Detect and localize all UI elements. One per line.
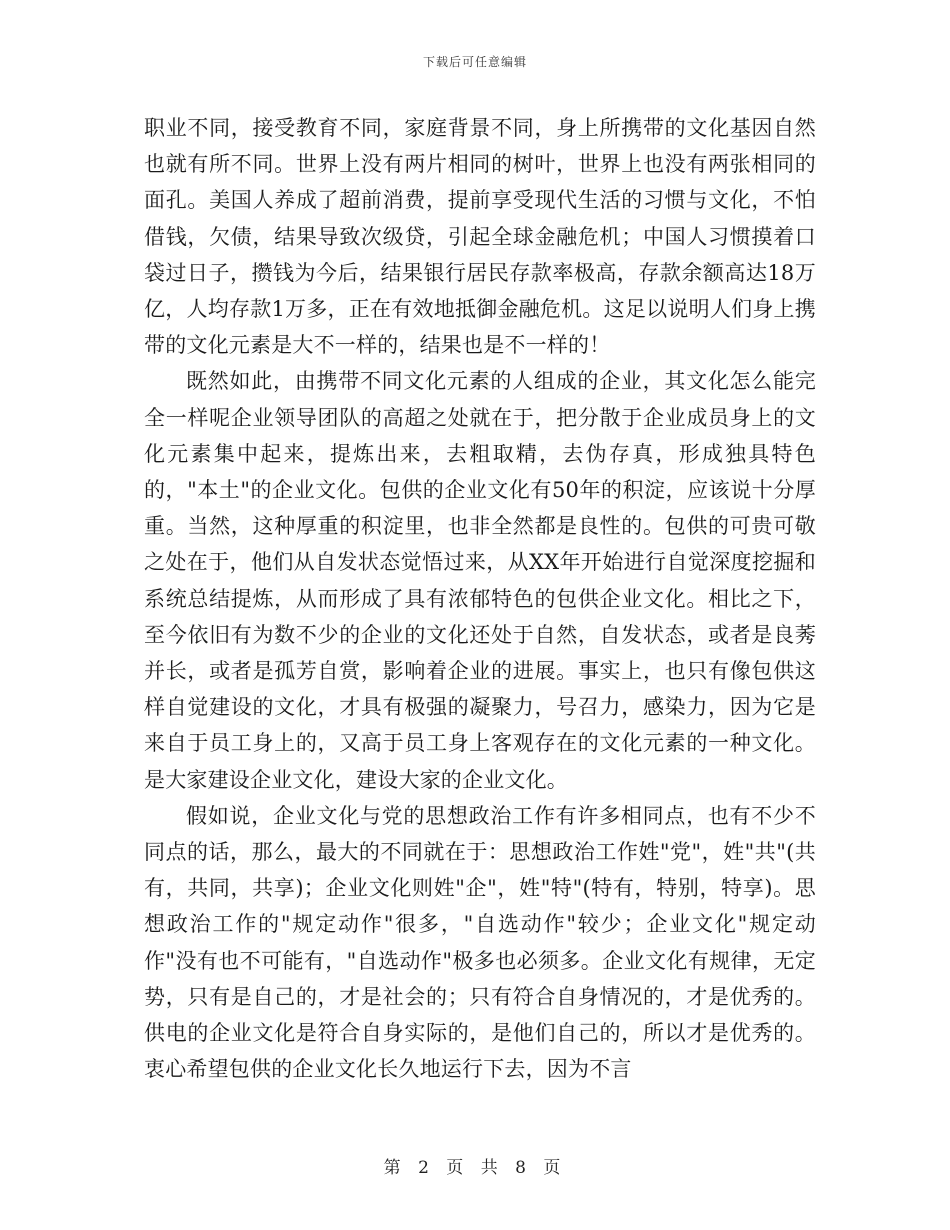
paragraph-2: 既然如此，由携带不同文化元素的人组成的企业，其文化怎么能完全一样呢企业领导团队的高超之处就在于，把分散于企业成员身上的文化元素集中起来，提炼出来，去粗取精，去伪存真，形成独具特色的，"本土"的企业文化。包供的企业文化有50年的积淀，应该说十分厚重。当然，这种厚重的积淀里，也非全然都是良性的。包供的可贵可敬之处在于，他们从自发状态觉悟过来，从XX年开始进行自觉深度挖掘和系统总结提炼，从而形成了具有浓郁特色的包供企业文化。相比之下，至今依旧有为数不少的企业的文化还处于自然，自发状态，或者是良莠并长，或者是孤芳自赏，影响着企业的进展。事实上，也只有像包供这样自觉建设的文化，才具有极强的凝聚力，号召力，感染力，因为它是来自于员工身上的，又高于员工身上客观存在的文化元素的一种文化。是大家建设企业文化，建设大家的企业文化。 [144, 369, 816, 792]
document-body [144, 110, 816, 1087]
paragraph-3: 假如说，企业文化与党的思想政治工作有许多相同点，也有不少不同点的话，那么，最大的不同就在于：思想政治工作姓"党"，姓"共"(共有，共同，共享)；企业文化则姓"企"，姓"特"(特有，特别，特享)。思想政治工作的"规定动作"很多，"自选动作"较少；企业文化"规定动作"没有也不可能有，"自选动作"极多也必须多。企业文化有规律，无定势，只有是自己的，才是社会的；只有符合自身情况的，才是优秀的。供电的企业文化是符合自身实际的，是他们自己的，所以才是优秀的。衷心希望包供的企业文化长久地运行下去，因为不言 [144, 803, 816, 1082]
page-number-footer: 第 2 页 共 8 页 [383, 1158, 567, 1178]
page-header: 下载后可任意编辑 [422, 55, 527, 69]
paragraph-1: 职业不同，接受教育不同，家庭背景不同，身上所携带的文化基因自然也就有所不同。世界上没有两片相同的树叶，世界上也没有两张相同的面孔。美国人养成了超前消费，提前享受现代生活的习惯与文化，不怕借钱，欠债，结果导致次级贷，引起全球金融危机；中国人习惯摸着口袋过日子，攒钱为今后，结果银行居民存款率极高，存款余额高达18万亿，人均存款1万多，正在有效地抵御金融危机。这足以说明人们身上携带的文化元素是大不一样的，结果也是不一样的！ [144, 116, 816, 358]
